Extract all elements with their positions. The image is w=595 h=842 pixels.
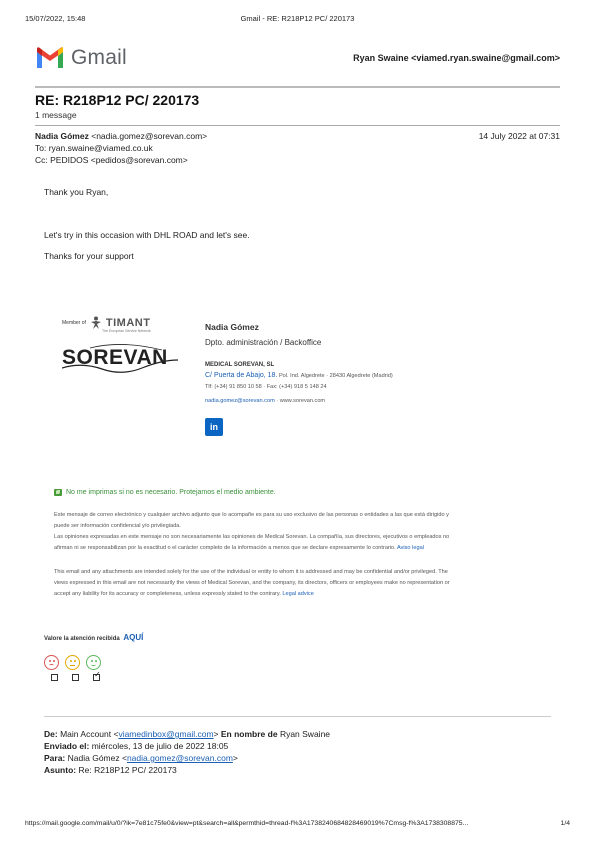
signature-web[interactable]: · www.sorevan.com xyxy=(274,398,326,404)
neutral-face-icon[interactable] xyxy=(65,655,80,670)
rating-checkbox-neutral[interactable] xyxy=(72,674,79,681)
sorevan-logo xyxy=(62,342,180,378)
signature-name: Nadia Gómez xyxy=(205,322,259,332)
disclaimer-en-text: accept any liability for its accuracy or completeness, unless expressly stated to the contrary. xyxy=(54,591,281,597)
fwd-on-behalf-label: En nombre de xyxy=(220,729,278,739)
message-date: 14 July 2022 at 07:31 xyxy=(478,131,560,141)
fwd-sent-label: Enviado el: xyxy=(44,741,90,751)
fwd-sent xyxy=(44,741,228,751)
from-line xyxy=(35,131,207,141)
fwd-to-email[interactable]: nadia.gomez@sorevan.com xyxy=(126,753,233,763)
print-page-number: 1/4 xyxy=(560,820,570,827)
signature-address-rest: Pol. Ind. Algedrete · 28430 Algedrete (Madrid) xyxy=(278,373,393,379)
signature-email-link[interactable]: nadia.gomez@sorevan.com xyxy=(205,398,275,404)
fwd-subject xyxy=(44,765,177,775)
header-divider xyxy=(35,86,560,88)
aviso-legal-link[interactable]: Aviso legal xyxy=(396,545,424,551)
sad-face-icon[interactable] xyxy=(44,655,59,670)
fwd-from-email[interactable]: viamedinbox@gmail.com xyxy=(118,729,214,739)
timant-tagline: The European Service Network xyxy=(102,329,151,333)
rating-checkbox-happy[interactable] xyxy=(93,674,100,681)
disclaimer-en-line: This email and any attachments are intended solely for the use of the individual or entity to whom it is addressed and may be confidential and/or privileged. The xyxy=(54,569,448,575)
message-divider xyxy=(35,125,560,126)
eco-note xyxy=(54,489,276,496)
forward-divider xyxy=(44,716,551,717)
body-line-3: Thanks for your support xyxy=(44,251,134,261)
signature-dept: Dpto. administración / Backoffice xyxy=(205,338,322,347)
rating-prompt xyxy=(44,633,143,642)
fwd-on-behalf-value: Ryan Swaine xyxy=(279,729,331,739)
gmail-m-logo-icon xyxy=(35,46,65,70)
timant-figure-icon xyxy=(90,316,102,330)
thread-subject: RE: R218P12 PC/ 220173 xyxy=(35,92,200,108)
print-footer xyxy=(25,820,570,827)
fwd-to-close: > xyxy=(232,753,238,763)
fwd-subject-label: Asunto: xyxy=(44,765,77,775)
timant-label: TIMANT xyxy=(105,317,151,329)
eco-note-text: No me imprimas si no es necesario. Protejamos el medio ambiente. xyxy=(66,489,276,496)
fwd-subject-value: Re: R218P12 PC/ 220173 xyxy=(78,765,177,775)
rating-label: Valore la atención recibida xyxy=(44,636,120,642)
fwd-to xyxy=(44,753,238,763)
to-line: To: ryan.swaine@viamed.co.uk xyxy=(35,143,153,153)
member-of-label: Member of xyxy=(62,320,86,326)
leaf-icon xyxy=(54,489,62,496)
sender-name: Nadia Gómez xyxy=(35,131,89,141)
fwd-to-value: Nadia Gómez < xyxy=(67,753,127,763)
rating-faces xyxy=(44,655,101,670)
sorevan-logo-text: SOREVAN xyxy=(62,346,168,369)
signature-contact xyxy=(205,398,325,404)
signature-address xyxy=(205,372,393,379)
print-datetime: 15/07/2022, 15:48 xyxy=(25,14,86,23)
body-line-1: Thank you Ryan, xyxy=(44,187,109,197)
print-title: Gmail - RE: R218P12 PC/ 220173 xyxy=(240,14,355,23)
message-count: 1 message xyxy=(35,110,77,120)
fwd-to-label: Para: xyxy=(44,753,66,763)
gmail-wordmark: Gmail xyxy=(71,46,127,69)
rating-link[interactable]: AQUÍ xyxy=(123,633,144,642)
cc-line: Cc: PEDIDOS <pedidos@sorevan.com> xyxy=(35,155,188,165)
signature-phone: Tlf: (+34) 91 850 10 58 · Fax: (+34) 918 5 148 24 xyxy=(205,384,327,390)
disclaimer-es-line: Este mensaje de correo electrónico y cualquier archivo adjunto que lo acompañe es para su uso exclusivo de las personas o entidades a las que está dirigido y xyxy=(54,512,449,518)
rating-checkboxes xyxy=(51,674,100,681)
print-header xyxy=(25,14,570,26)
disclaimer-es-line: puede ser información confidencial y/o privilegiada. xyxy=(54,523,181,529)
legal-advice-link[interactable]: Legal advice xyxy=(282,591,314,597)
disclaimer-en-line xyxy=(54,589,544,600)
print-url: https://mail.google.com/mail/u/0/?ik=7e81c75fe0&view=pt&search=all&permthid=thread-f%3A1738240684828469019%7Cmsg-f%3A1738308875... xyxy=(25,820,469,827)
account-label: Ryan Swaine <viamed.ryan.swaine@gmail.com> xyxy=(353,53,560,63)
disclaimer-en xyxy=(54,567,544,600)
happy-face-icon[interactable] xyxy=(86,655,101,670)
rating-checkbox-sad[interactable] xyxy=(51,674,58,681)
disclaimer-es-text: afirman ni se responsabilizan por la exactitud o el carácter completo de la información a menos que se declare expresamente lo contrario. xyxy=(54,545,396,551)
disclaimer-es xyxy=(54,510,544,554)
fwd-from-close: > xyxy=(213,729,219,739)
fwd-from-value: Main Account < xyxy=(60,729,119,739)
email-signature xyxy=(62,310,482,440)
signature-company: MEDICAL SOREVAN, SL xyxy=(205,362,275,368)
body-line-2: Let's try in this occasion with DHL ROAD and let's see. xyxy=(44,230,250,240)
fwd-from xyxy=(44,729,330,739)
disclaimer-es-line: Las opiniones expresadas en este mensaje no son necesariamente las opiniones de Medical Sorevan. La compañía, sus directores, ejecutivos o empleados no xyxy=(54,534,450,540)
disclaimer-es-line xyxy=(54,543,544,554)
timant-badge xyxy=(62,316,151,333)
sender-email[interactable]: <nadia.gomez@sorevan.com> xyxy=(91,131,208,141)
linkedin-icon[interactable]: in xyxy=(205,418,223,436)
gmail-logo[interactable] xyxy=(35,44,127,72)
fwd-from-label: De: xyxy=(44,729,58,739)
disclaimer-en-line: views expressed in this email are not necessarily the views of Medical Sorevan, and the company, its directors, officers or employees make no representation or xyxy=(54,580,450,586)
signature-street-link[interactable]: C/ Puerta de Abajo, 18. xyxy=(205,372,278,379)
fwd-sent-value: miércoles, 13 de julio de 2022 18:05 xyxy=(91,741,229,751)
